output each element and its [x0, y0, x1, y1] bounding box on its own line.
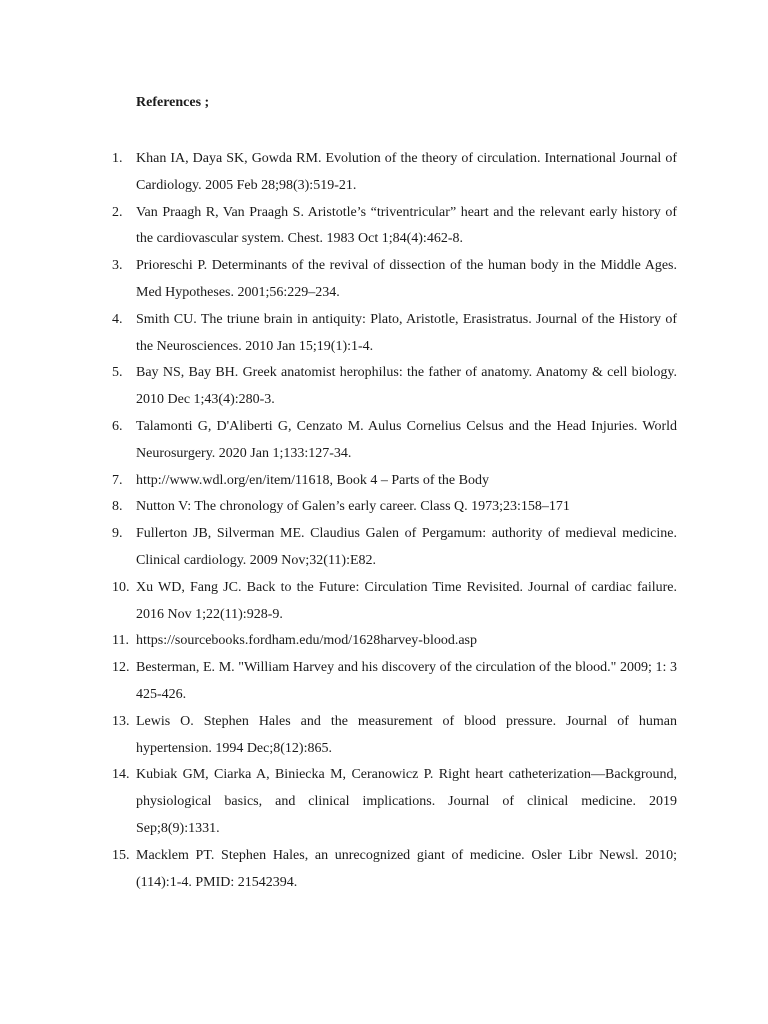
reference-item-1	[112, 146, 677, 200]
reference-text: Khan IA, Daya SK, Gowda RM. Evolution of the theory of circulation. International Journal of Cardiology. 2005 Feb 28;98(3):519-21.	[136, 151, 677, 193]
reference-link[interactable]: https://sourcebooks.fordham.edu/mod/1628harvey-blood.asp	[136, 633, 477, 649]
reference-item-8	[112, 494, 677, 521]
reference-item-2	[112, 200, 677, 254]
references-heading: References ;	[136, 95, 210, 110]
reference-text: Nutton V: The chronology of Galen’s early career. Class Q. 1973;23:158–171	[136, 499, 570, 515]
reference-item-3	[112, 253, 677, 307]
reference-text: Besterman, E. M. "William Harvey and his discovery of the circulation of the blood." 2009; 1: 3 425-426.	[136, 660, 677, 702]
reference-number: 15.	[112, 847, 130, 863]
reference-link[interactable]: http://www.wdl.org/en/item/11618, Book 4 – Parts of the Body	[136, 472, 489, 488]
reference-number: 11.	[112, 633, 129, 649]
reference-text: Prioreschi P. Determinants of the revival of dissection of the human body in the Middle Ages. Med Hypotheses. 2001;56:229–234.	[136, 258, 677, 300]
reference-item-12	[112, 655, 677, 709]
reference-item-10	[112, 575, 677, 629]
reference-number: 8.	[112, 499, 123, 515]
reference-item-13	[112, 709, 677, 763]
reference-number: 1.	[112, 151, 123, 166]
reference-number: 10.	[112, 579, 130, 595]
reference-item-9	[112, 521, 677, 575]
reference-number: 9.	[112, 526, 123, 542]
reference-number: 5.	[112, 365, 123, 381]
reference-number: 3.	[112, 258, 123, 274]
reference-item-15	[112, 843, 677, 897]
reference-number: 6.	[112, 418, 123, 434]
reference-list	[112, 146, 677, 896]
reference-item-6	[112, 414, 677, 468]
reference-item-7	[112, 468, 677, 495]
reference-number: 12.	[112, 660, 130, 676]
reference-number: 14.	[112, 767, 130, 783]
reference-item-11	[112, 628, 677, 655]
reference-text: Bay NS, Bay BH. Greek anatomist herophilus: the father of anatomy. Anatomy & cell biology. 2010 Dec 1;43(4):280-3.	[136, 365, 677, 408]
reference-number: 7.	[112, 472, 123, 488]
reference-text: Fullerton JB, Silverman ME. Claudius Galen of Pergamum: authority of medieval medicine. Clinical cardiology. 2009 Nov;32(11):E82.	[136, 526, 677, 568]
reference-text: Van Praagh R, Van Praagh S. Aristotle’s “triventricular” heart and the relevant early history of the cardiovascular system. Chest. 1983 Oct 1;84(4):462-8.	[136, 204, 677, 247]
reference-text: Kubiak GM, Ciarka A, Biniecka M, Ceranowicz P. Right heart catheterization—Background, physiological basics, and clinical implications. Journal of clinical medicine. 2019 Sep;8(9):1331.	[136, 767, 677, 836]
reference-text: Talamonti G, D'Aliberti G, Cenzato M. Aulus Cornelius Celsus and the Head Injuries. World Neurosurgery. 2020 Jan 1;133:127-34.	[136, 418, 677, 461]
reference-item-5	[112, 360, 677, 414]
reference-item-14	[112, 762, 677, 842]
reference-item-4	[112, 307, 677, 361]
reference-number: 13.	[112, 713, 130, 729]
reference-text: Macklem PT. Stephen Hales, an unrecognized giant of medicine. Osler Libr Newsl. 2010;(114):1-4. PMID: 21542394.	[136, 847, 677, 890]
reference-text: Xu WD, Fang JC. Back to the Future: Circulation Time Revisited. Journal of cardiac failure. 2016 Nov 1;22(11):928-9.	[136, 579, 677, 622]
reference-text: Smith CU. The triune brain in antiquity: Plato, Aristotle, Erasistratus. Journal of the History of the Neurosciences. 2010 Jan 15;19(1):1-4.	[136, 311, 677, 354]
reference-number: 4.	[112, 311, 123, 327]
reference-text: Lewis O. Stephen Hales and the measurement of blood pressure. Journal of human hypertension. 1994 Dec;8(12):865.	[136, 713, 677, 756]
reference-number: 2.	[112, 204, 123, 220]
